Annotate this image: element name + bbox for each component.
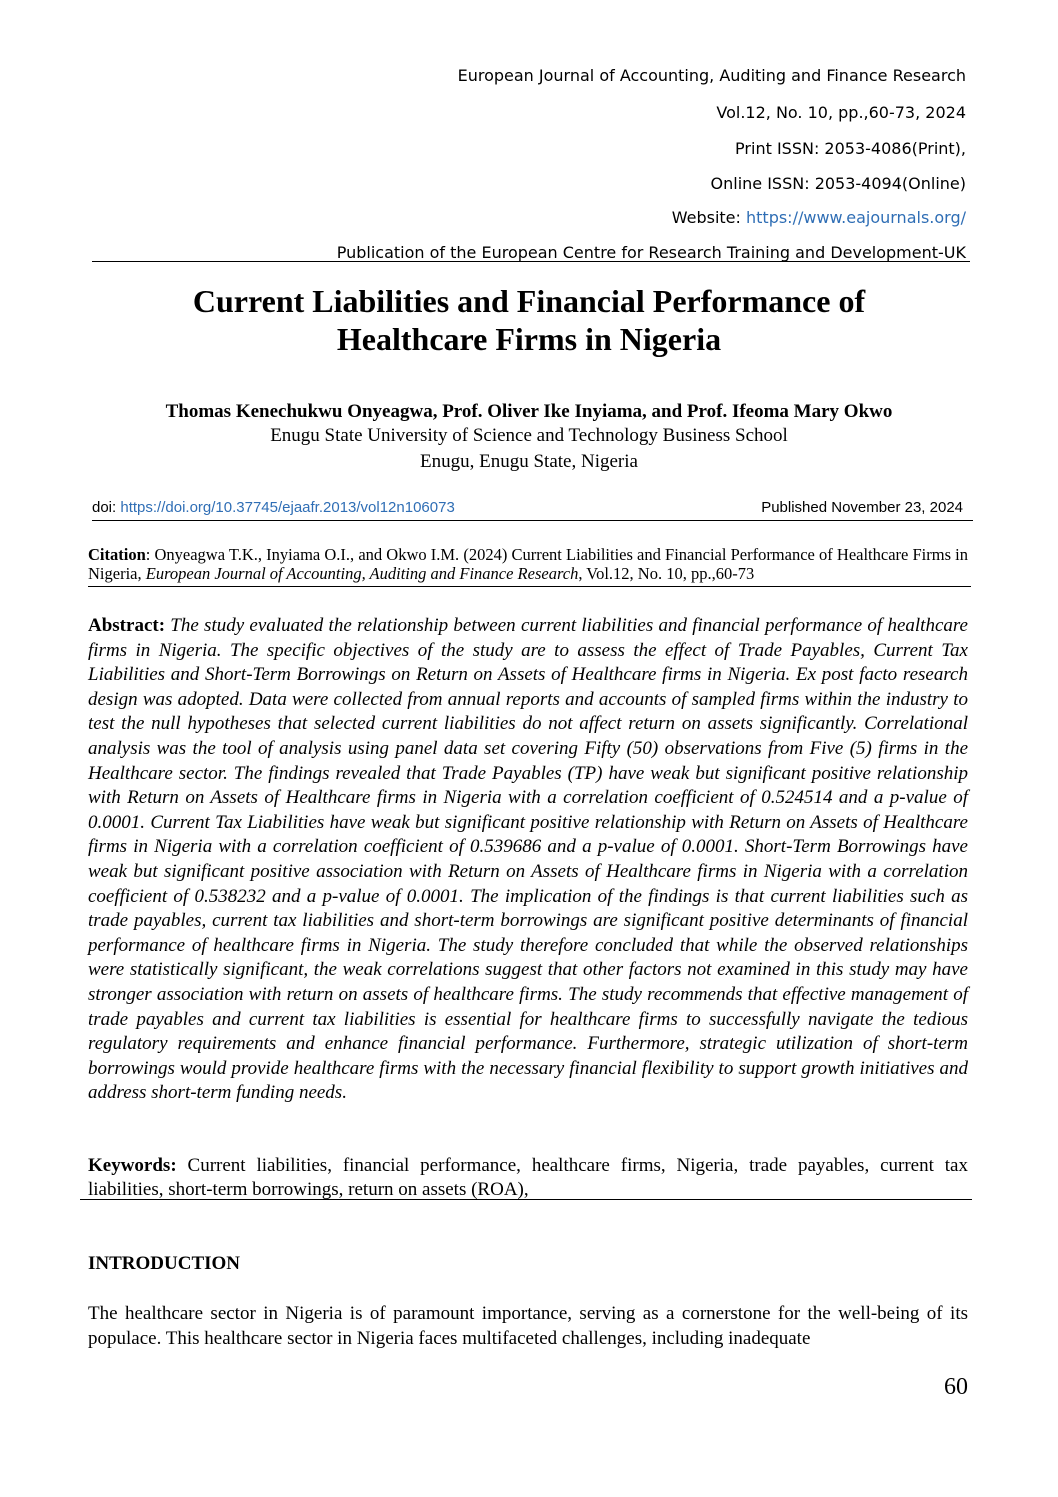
print-issn: Print ISSN: 2053-4086(Print), (735, 139, 966, 158)
abstract (88, 614, 968, 1106)
citation-rule (88, 586, 971, 587)
doi-label: doi: (92, 499, 121, 516)
journal-name: European Journal of Accounting, Auditing and Finance Research (457, 66, 966, 85)
page-number: 60 (944, 1374, 968, 1400)
citation-label: Citation (88, 545, 146, 564)
doi-row (92, 498, 973, 521)
volume-info: Vol.12, No. 10, pp.,60-73, 2024 (716, 103, 966, 122)
online-issn: Online ISSN: 2053-4094(Online) (710, 174, 966, 193)
keywords-text: Current liabilities, financial performance, healthcare firms, Nigeria, trade payables, current tax liabilities, short-term borrowings, return on assets (ROA), (88, 1155, 968, 1200)
citation-tail: , Vol.12, No. 10, pp.,60-73 (578, 564, 755, 583)
keywords (88, 1154, 968, 1202)
publisher-line: Publication of the European Centre for Research Training and Development-UK (336, 243, 966, 262)
website-line (672, 208, 966, 228)
introduction-text: The healthcare sector in Nigeria is of paramount importance, serving as a cornerstone for the well-being of its populace. This healthcare sector in Nigeria faces multifaceted challenges, including inadequate (88, 1303, 968, 1349)
header-rule (92, 261, 970, 262)
published-date: Published November 23, 2024 (761, 499, 963, 516)
affiliation-line-2: Enugu, Enugu State, Nigeria (420, 451, 638, 472)
abstract-text: The study evaluated the relationship between current liabilities and financial performance of healthcare firms in Nigeria. The specific objectives of the study are to assess the effect of Trade Payables, Current Tax Liabilities and Short-Term Borrowings on Return on Assets of Healthcare firms in Nigeria. Ex post facto research design was adopted. Data were collected from annual reports and accounts of sampled firms within the industry to test the null hypotheses that selected current liabilities do not affect return on assets significantly. Correlational analysis was the tool of analysis using panel data set covering Fifty (50) observations from Five (5) firms in the Healthcare sector. The findings revealed that Trade Payables (TP) have weak but significant positive relationship with Return on Assets of Healthcare firms in Nigeria with a correlation coefficient of 0.524514 and a p-value of 0.0001. Current Tax Liabilities have weak but significant positive relationship with Return on Assets of Healthcare firms in Nigeria with a correlation coefficient of 0.539686 and a p-value of 0.0001. Short-Term Borrowings have weak but significant positive association with Return on Assets of Healthcare firms in Nigeria with a correlation coefficient of 0.538232 and a p-value of 0.0001. The implication of the findings is that current liabilities such as trade payables, current tax liabilities and short-term borrowings are significant positive determinants of financial performance of healthcare firms in Nigeria. The study therefore concluded that while the observed relationships were statistically significant, the weak correlations suggest that other factors not examined in this study may have stronger association with return on assets of healthcare firms. The study recommends that effective management of trade payables and current tax liabilities is essential for healthcare firms to successfully navigate the tedious regulatory requirements and enhance financial performance. Furthermore, strategic utilization of short-term borrowings would provide healthcare firms with the necessary financial flexibility to support growth initiatives and address short-term funding needs. (88, 615, 968, 1104)
keywords-rule (80, 1199, 972, 1200)
title-line-1: Current Liabilities and Financial Performance of (192, 283, 866, 319)
paper-title (0, 282, 1058, 358)
keywords-label: Keywords: (88, 1155, 177, 1176)
doi-link[interactable]: https://doi.org/10.37745/ejaafr.2013/vol12n106073 (120, 499, 455, 516)
affiliation-line-1: Enugu State University of Science and Technology Business School (270, 425, 788, 446)
citation (88, 545, 968, 583)
authors: Thomas Kenechukwu Onyeagwa, Prof. Oliver Ike Inyiama, and Prof. Ifeoma Mary Okwo (165, 401, 893, 422)
website-label: Website: (671, 208, 746, 227)
website-link[interactable]: https://www.eajournals.org/ (746, 208, 966, 227)
abstract-label: Abstract: (88, 615, 166, 636)
title-line-2: Healthcare Firms in Nigeria (336, 321, 722, 357)
introduction-heading: INTRODUCTION (88, 1253, 241, 1274)
citation-journal: European Journal of Accounting, Auditing and Finance Research (145, 564, 579, 583)
citation-text: : Onyeagwa T.K., Inyiama O.I., and Okwo I.M. (2024) Current Liabilities and Financial Performance of Healthcare Firms in Nigeria, (88, 545, 968, 583)
